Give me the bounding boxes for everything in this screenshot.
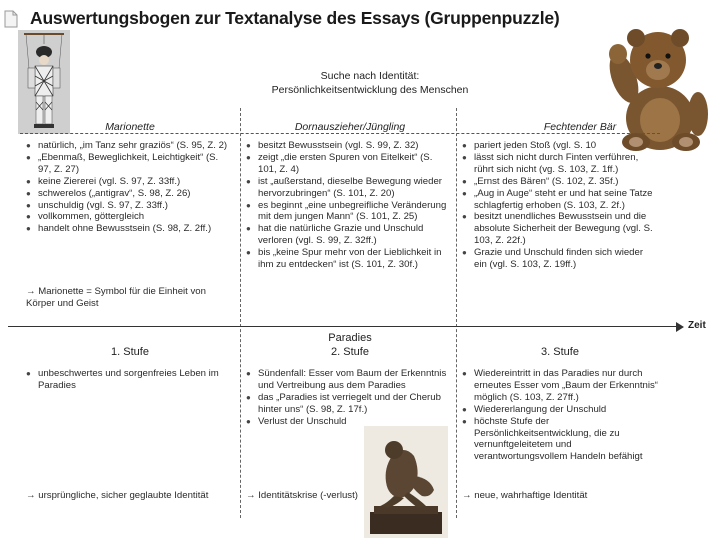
- list-item: ● „Ebenmaß, Beweglichkeit, Leichtigkeit“ (S. 97, Z. 27): [26, 152, 232, 176]
- baer-list: [462, 140, 658, 271]
- list-item: ● unbeschwertes und sorgenfreies Leben im Paradies: [26, 368, 232, 392]
- stage-1-label: 1. Stufe: [111, 346, 149, 358]
- list-item: ● Verlust der Unschuld: [246, 416, 450, 428]
- list-item: ● lässt sich nicht durch Finten verführen, rührt sich nicht (vg. S. 103, Z. 1ff.): [462, 152, 658, 176]
- list-item: ● es beginnt „eine unbegreifliche Veränderung mit dem jungen Mann“ (S. 101, Z. 25): [246, 200, 450, 224]
- list-item: ● das „Paradies ist verriegelt und der Cherub hinter uns“ (S. 98, Z. 17f.): [246, 392, 450, 416]
- stage-3-result: → neue, wahrhaftige Identität: [462, 490, 588, 501]
- subtitle-line-1: Suche nach Identität:: [320, 70, 420, 82]
- stage-3-label: 3. Stufe: [541, 346, 579, 358]
- time-axis-label: Zeit: [688, 320, 706, 331]
- dornauszieher-list: [246, 140, 450, 271]
- page-title: Auswertungsbogen zur Textanalyse des Essays (Gruppenpuzzle): [30, 8, 560, 28]
- list-item: ● „Ernst des Bären“ (S. 102, Z. 35f.): [462, 176, 658, 188]
- list-item: ● Grazie und Unschuld finden sich wieder ein (vgl. S. 103, Z. 19ff.): [462, 247, 658, 271]
- time-axis-arrowhead: [676, 322, 684, 332]
- list-item: ● besitzt Bewusstsein (vgl. S. 99, Z. 32): [246, 140, 450, 152]
- stage-1-list: [26, 368, 232, 392]
- list-item: ● schwerelos („antigrav“, S. 98, Z. 26): [26, 188, 232, 200]
- stage-2-label: 2. Stufe: [331, 346, 369, 358]
- time-axis: [8, 326, 680, 327]
- list-item: ● bis „keine Spur mehr von der Lieblichkeit in ihm zu entdecken“ ist (S. 101, Z. 30f.): [246, 247, 450, 271]
- statue-image: [364, 426, 448, 538]
- marionette-list: [26, 140, 232, 235]
- list-item: ● unschuldig (vgl. S. 97, Z. 33ff.): [26, 200, 232, 212]
- subtitle-line-2: Persönlichkeitsentwicklung des Menschen: [271, 84, 469, 96]
- header-divider: [20, 133, 660, 134]
- list-item: ● höchste Stufe der Persönlichkeitsentwicklung, die zu vernunftgeleitetem und verantwortungsvollem Handeln befähigt: [462, 416, 658, 464]
- list-item: ● zeigt „die ersten Spuren von Eitelkeit“ (S. 101, Z. 4): [246, 152, 450, 176]
- paradies-label: Paradies: [328, 332, 372, 344]
- list-item: ● Sündenfall: Esser vom Baum der Erkenntnis und Vertreibung aus dem Paradies: [246, 368, 450, 392]
- list-item: ● pariert jeden Stoß (vgl. S. 10: [462, 140, 658, 152]
- list-item: ● besitzt unendliches Bewusstsein und die absolute Sicherheit der Bewegung (vgl. S. 103, Z. 22f.): [462, 211, 658, 247]
- list-item: ● Wiedereintritt in das Paradies nur durch erneutes Esser vom „Baum der Erkenntnis“ möglich (S. 103, Z. 27ff.): [462, 368, 658, 404]
- heading-marionette: Marionette: [105, 121, 155, 133]
- list-item: ● ist „außerstand, dieselbe Bewegung wieder hervorzubringen“ (S. 101, Z. 20): [246, 176, 450, 200]
- list-item: ● Wiedererlangung der Unschuld: [462, 404, 658, 416]
- heading-fechtender-baer: Fechtender Bär: [543, 121, 617, 133]
- heading-dornauszieher: Dornauszieher/Jüngling: [294, 121, 406, 133]
- document-icon: [4, 10, 18, 28]
- list-item: ● hat die natürliche Grazie und Unschuld verloren (vgl. S. 99, Z. 32ff.): [246, 223, 450, 247]
- stage-1-result: → ursprüngliche, sicher geglaubte Identität: [26, 490, 209, 501]
- stage-2-result: → Identitätskrise (-verlust): [246, 490, 358, 501]
- list-item: ● vollkommen, göttergleich: [26, 211, 232, 223]
- stage-3-list: [462, 368, 658, 463]
- list-item: ● keine Ziererei (vgl. S. 97, Z. 33ff.): [26, 176, 232, 188]
- list-item: ● handelt ohne Bewusstsein (S. 98, Z. 2ff.): [26, 223, 232, 235]
- marionette-image: [18, 30, 70, 134]
- list-item: ● natürlich, „im Tanz sehr graziös“ (S. 95, Z. 2): [26, 140, 232, 152]
- list-item: ● „Aug in Auge“ steht er und hat seine Tatze schlagfertig erhoben (S. 103, Z. 2f.): [462, 188, 658, 212]
- marionette-conclusion: → Marionette = Symbol für die Einheit von Körper und Geist: [26, 286, 206, 309]
- column-divider-1: [240, 108, 241, 518]
- column-divider-2: [456, 108, 457, 518]
- stage-2-list: [246, 368, 450, 428]
